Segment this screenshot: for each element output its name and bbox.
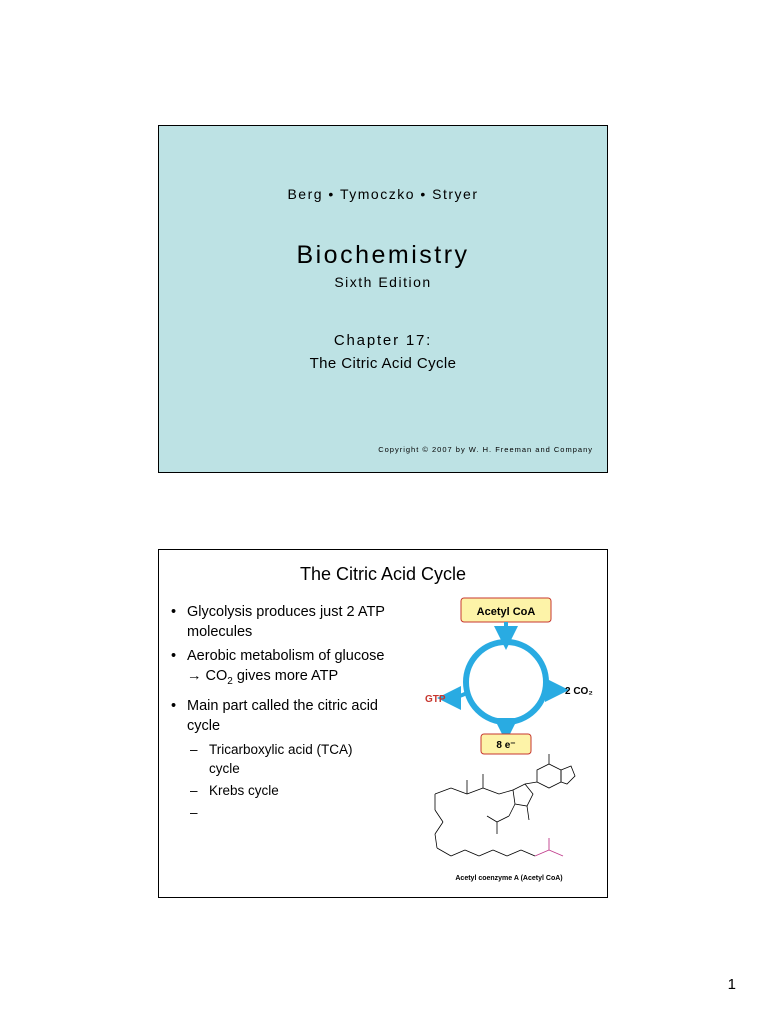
bullet-item — [171, 646, 386, 692]
bullet-icon: • — [171, 604, 177, 620]
co2-label: 2 CO₂ — [565, 686, 593, 697]
dash-icon: – — [190, 741, 198, 757]
slide-title: The Citric Acid Cycle — [299, 564, 467, 584]
electrons-label: 8 e⁻ — [496, 740, 516, 751]
citric-acid-cycle-diagram — [409, 594, 605, 894]
edition: Sixth Edition — [334, 274, 432, 290]
chapter-number: Chapter 17: — [333, 332, 433, 349]
bullet-item — [171, 696, 386, 736]
book-title: Biochemistry — [296, 241, 470, 269]
copyright: Copyright © 2007 by W. H. Freeman and Company — [378, 445, 593, 454]
acetyl-group — [535, 838, 563, 856]
sub-bullet-item — [171, 781, 386, 800]
bullet-text: Main part called the citric acid cycle — [187, 697, 378, 734]
bullet-list — [171, 602, 386, 820]
title-slide — [158, 125, 608, 473]
acetyl-coa-label: Acetyl CoA — [476, 606, 536, 618]
acetyl-coa-structure — [435, 754, 575, 856]
sub-bullet-text: Tricarboxylic acid (TCA) cycle — [209, 741, 353, 776]
gtp-label: GTP — [425, 694, 446, 705]
dash-icon: – — [190, 804, 198, 820]
bullet-text: Glycolysis produces just 2 ATP molecules — [187, 604, 385, 640]
molecule-caption: Acetyl coenzyme A (Acetyl CoA) — [455, 875, 563, 882]
bullet-icon: • — [171, 648, 177, 664]
chapter-title: The Citric Acid Cycle — [309, 355, 457, 372]
authors: Berg • Tymoczko • Stryer — [287, 186, 479, 202]
bullet-text: Aerobic metabolism of $glucose \to CO_2$ gives more ATP — [187, 648, 385, 687]
page-number: 1 — [727, 976, 736, 993]
bullet-item — [171, 602, 386, 642]
bullet-icon: • — [171, 697, 177, 714]
sub-bullet-item — [171, 740, 386, 778]
cycle-ring — [466, 642, 546, 722]
sub-bullet-text: Krebs cycle — [209, 782, 279, 798]
dash-icon: – — [190, 782, 198, 798]
content-slide — [158, 549, 608, 898]
co2-arrow — [543, 688, 557, 690]
